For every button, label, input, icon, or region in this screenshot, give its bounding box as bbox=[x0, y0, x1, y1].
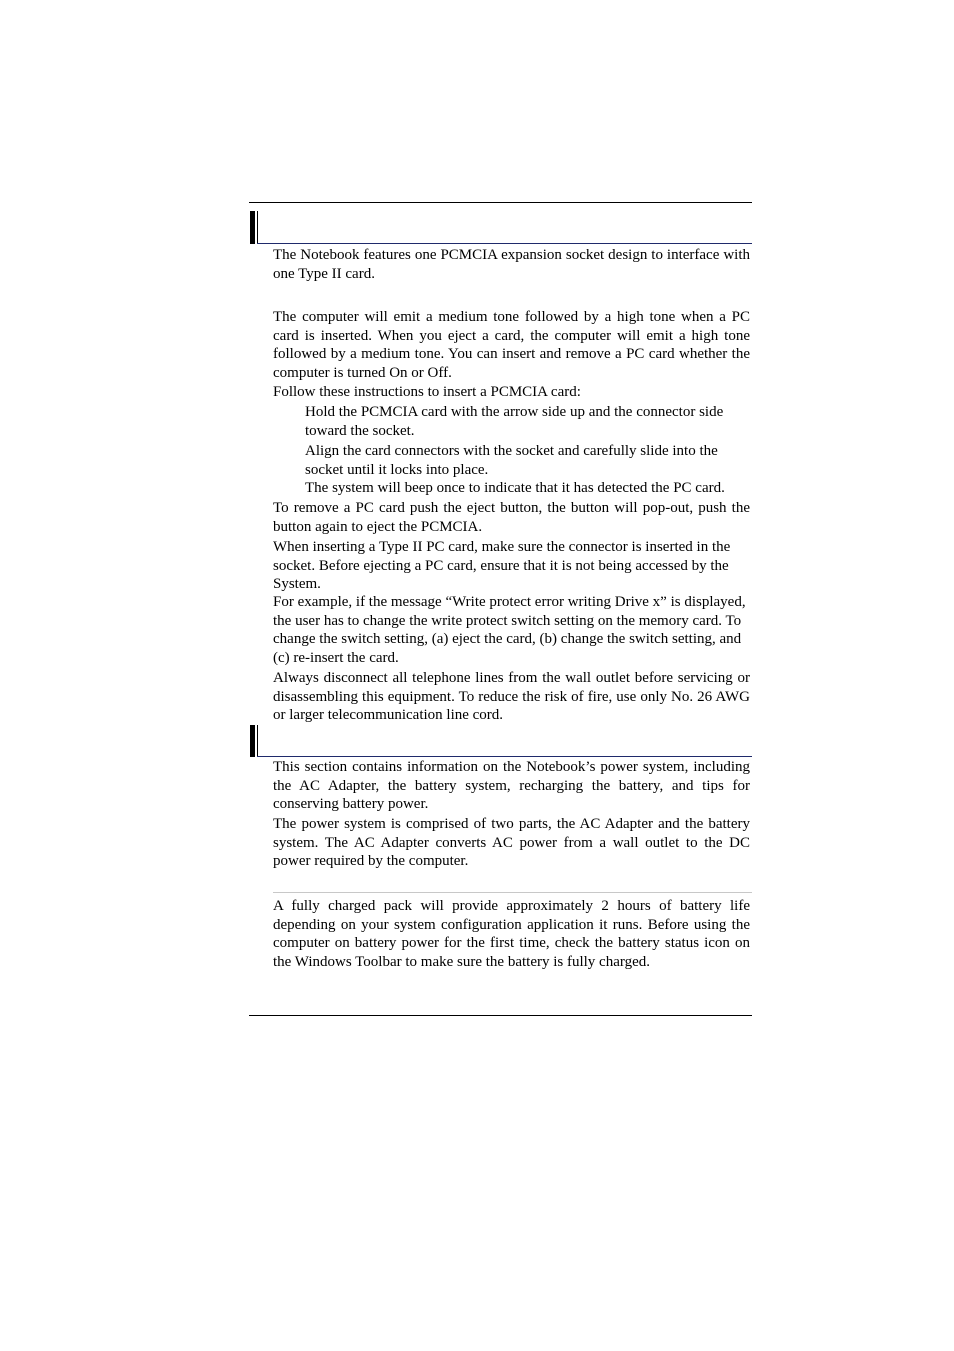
pcmcia-type2-paragraph: When inserting a Type II PC card, make sure the connector is inserted in the socket. Before ejecting a PC card, ensure that it is not being accessed by the System. bbox=[273, 539, 731, 592]
power-intro-paragraph: This section contains information on the Notebook’s power system, including the AC Adapter, the battery system, recharging the battery, and tips for conserving battery power. bbox=[273, 759, 750, 812]
heading-bar-marker-thin bbox=[257, 725, 258, 757]
section-heading-pcmcia bbox=[249, 211, 752, 244]
pcmcia-step-1: Hold the PCMCIA card with the arrow side up and the connector side toward the socket. bbox=[305, 404, 724, 439]
footer-rule bbox=[249, 1015, 752, 1016]
pcmcia-example-paragraph: For example, if the message “Write protect error writing Drive x” is displayed, the user has to change the write protect switch setting on the memory card. To change the switch setting, (a) eject the card, (b) change the switch setting, and (c) re-insert the card. bbox=[273, 594, 746, 666]
pcmcia-follow-paragraph: Follow these instructions to insert a PCMCIA card: bbox=[273, 384, 581, 400]
heading-bar-marker bbox=[250, 211, 255, 244]
heading-bar-marker bbox=[250, 725, 255, 757]
pcmcia-warning-paragraph: Always disconnect all telephone lines from the wall outlet before servicing or disassembling this equipment. To reduce the risk of fire, use only No. 26 AWG or larger telecommunication line cord. bbox=[273, 670, 750, 723]
heading-bar-marker-thin bbox=[257, 211, 258, 244]
section-heading-power bbox=[249, 725, 752, 757]
pcmcia-intro-paragraph: The Notebook features one PCMCIA expansion socket design to interface with one Type II card. bbox=[273, 247, 750, 282]
power-battery-paragraph: A fully charged pack will provide approximately 2 hours of battery life depending on your system configuration application it runs. Before using the computer on battery power for the first time, check the battery status icon on the Windows Toolbar to make sure the battery is fully charged. bbox=[273, 898, 750, 970]
heading-underline bbox=[257, 243, 752, 244]
header-rule bbox=[249, 202, 752, 203]
pcmcia-step-3: The system will beep once to indicate that it has detected the PC card. bbox=[305, 480, 725, 496]
pcmcia-step-2: Align the card connectors with the socket and carefully slide into the socket until it locks into place. bbox=[305, 443, 718, 478]
pcmcia-remove-paragraph: To remove a PC card push the eject button, the button will pop-out, push the button again to eject the PCMCIA. bbox=[273, 500, 750, 535]
heading-underline bbox=[257, 756, 752, 757]
power-parts-paragraph: The power system is comprised of two parts, the AC Adapter and the battery system. The AC Adapter converts AC power from a wall outlet to the DC power required by the computer. bbox=[273, 816, 750, 869]
pcmcia-tones-paragraph: The computer will emit a medium tone followed by a high tone when a PC card is inserted. When you eject a card, the computer will emit a high tone followed by a medium tone. You can insert and remove a PC card whether the computer is turned On or Off. bbox=[273, 309, 750, 381]
subsection-rule bbox=[273, 892, 752, 893]
